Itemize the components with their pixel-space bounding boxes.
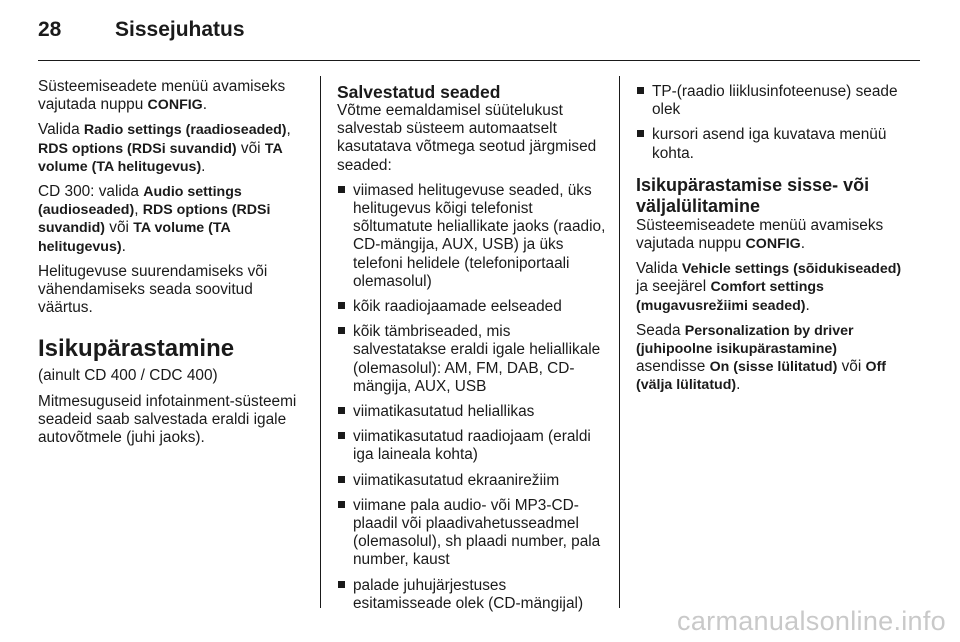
text: . bbox=[202, 96, 207, 114]
list-item-text: viimased helitugevuse seaded, üks helitugevus kõigi telefonist sõltumatute heliallikate jaoks (raadio, CD-mängija, AUX, USB) ja üks telefoni helidele (telefoniportaali olemasolul) bbox=[353, 181, 606, 290]
bold-text: CONFIG bbox=[745, 236, 801, 253]
list-item-text: viimatikasutatud raadiojaam (eraldi iga laineala kohta) bbox=[353, 428, 591, 464]
bold-text: Audio settings (audioseaded) bbox=[38, 184, 242, 219]
text: . bbox=[201, 157, 206, 175]
paragraph-config bbox=[38, 78, 306, 114]
list-item bbox=[337, 182, 607, 291]
column-1 bbox=[38, 78, 306, 454]
text: Süsteemiseadete menüü avamiseks vajutada nuppu bbox=[636, 216, 884, 253]
text: . bbox=[805, 296, 810, 314]
text: Süsteemiseadete menüü avamiseks vajutada nuppu bbox=[38, 78, 286, 114]
bullet-icon bbox=[338, 501, 345, 508]
bold-text: Personalization by driver (juhipoolne isikupärastamine) bbox=[636, 322, 854, 358]
list-item bbox=[337, 472, 607, 490]
list-item bbox=[337, 403, 607, 421]
watermark-text: carmanualsonline.info bbox=[677, 606, 946, 636]
list-item-text: viimane pala audio- või MP3-CD-plaadil või plaadivahetusseadmel (olemasolul), sh plaadi number, pala number, kaust bbox=[353, 496, 601, 569]
text: Seada bbox=[636, 321, 685, 339]
paragraph-personalization-driver bbox=[636, 322, 906, 395]
list-item bbox=[337, 298, 607, 316]
paragraph-saved-intro: Võtme eemaldamisel süütelukust salvestab süsteem automaatselt kasutatava võtmega seotud järgmised seaded: bbox=[337, 102, 597, 174]
column-divider-1 bbox=[320, 76, 321, 608]
bullet-icon bbox=[338, 302, 345, 309]
paragraph-per-key: Mitmesuguseid infotainment-süsteemi seadeid saab salvestada eraldi igale autovõtmele (juhi jaoks). bbox=[38, 392, 297, 447]
list-item-text: viimatikasutatud heliallikas bbox=[353, 403, 535, 421]
list-item bbox=[337, 428, 607, 464]
list-item-text: TP-(raadio liiklusinfoteenuse) seade olek bbox=[652, 83, 898, 119]
bullet-icon bbox=[637, 130, 644, 137]
list-item bbox=[337, 577, 607, 613]
list-item bbox=[337, 323, 607, 396]
text: või bbox=[105, 219, 134, 237]
section-heading-saved-settings: Salvestatud seaded bbox=[337, 82, 501, 102]
list-item bbox=[636, 126, 906, 162]
bold-text: RDS options (RDSi suvandid) bbox=[38, 202, 271, 237]
list-item-text: kursori asend iga kuvatava menüü kohta. bbox=[652, 126, 887, 162]
page-number: 28 bbox=[38, 18, 62, 41]
list-item-text: palade juhujärjestuses esitamisseade olek (CD-mängijal) bbox=[353, 576, 584, 612]
text: . bbox=[800, 235, 805, 253]
text: . bbox=[121, 237, 126, 255]
bullet-icon bbox=[338, 432, 345, 439]
paragraph-volume: Helitugevuse suurendamiseks või vähendamiseks seada soovitud väärtus. bbox=[38, 262, 268, 317]
text: , bbox=[134, 201, 143, 219]
text: või bbox=[837, 358, 866, 376]
saved-settings-list-continued bbox=[636, 83, 906, 163]
bold-text: Comfort settings (mugavusrežiimi seaded) bbox=[636, 279, 824, 314]
section-heading-toggle: Isikupärastamise sisse- või väljalülitamine bbox=[636, 174, 870, 216]
text: Valida bbox=[38, 121, 84, 139]
list-item-text: kõik raadiojaamade eelseaded bbox=[353, 298, 562, 316]
text: Valida bbox=[636, 260, 682, 278]
text: või bbox=[236, 139, 265, 157]
header-rule bbox=[38, 60, 920, 61]
saved-settings-list bbox=[337, 182, 607, 613]
paragraph-radio-settings bbox=[38, 121, 306, 176]
text: . bbox=[736, 376, 741, 394]
list-item-text: kõik tämbriseaded, mis salvestatakse eraldi igale heliallikale (olemasolul): AM, FM, DAB, CD-mängija, AUX, USB bbox=[353, 323, 601, 395]
bullet-icon bbox=[338, 186, 345, 193]
list-item-text: viimatikasutatud ekraanirežiim bbox=[353, 471, 560, 489]
column-3 bbox=[636, 83, 906, 402]
column-divider-2 bbox=[619, 76, 620, 608]
text: asendisse bbox=[636, 358, 710, 376]
paragraph-models: (ainult CD 400 / CDC 400) bbox=[38, 367, 218, 385]
text: ja seejärel bbox=[636, 278, 711, 296]
bold-text: Radio settings (raadioseaded) bbox=[83, 122, 287, 139]
bullet-icon bbox=[338, 581, 345, 588]
paragraph-config-2 bbox=[636, 217, 906, 253]
bullet-icon bbox=[637, 87, 644, 94]
bold-text: RDS options (RDSi suvandid) bbox=[38, 140, 237, 157]
page-title: Sissejuhatus bbox=[115, 18, 245, 41]
section-heading-personalization: Isikupärastamine bbox=[38, 335, 235, 363]
paragraph-vehicle-settings bbox=[636, 260, 906, 315]
list-item bbox=[636, 83, 906, 119]
page-header bbox=[38, 18, 918, 48]
bullet-icon bbox=[338, 327, 345, 334]
bullet-icon bbox=[338, 407, 345, 414]
text: , bbox=[286, 121, 291, 139]
bullet-icon bbox=[338, 476, 345, 483]
paragraph-cd300 bbox=[38, 183, 306, 256]
bold-text: CONFIG bbox=[147, 97, 203, 114]
bold-text: Vehicle settings (sõidukiseaded) bbox=[681, 261, 902, 278]
bold-text: On (sisse lülitatud) bbox=[709, 359, 838, 376]
bold-text: TA volume (TA helitugevus) bbox=[38, 140, 283, 175]
column-2 bbox=[337, 82, 607, 620]
bold-text: TA volume (TA helitugevus) bbox=[38, 220, 231, 255]
text: CD 300: valida bbox=[38, 183, 144, 201]
bold-text: Off (välja lülitatud) bbox=[636, 359, 887, 394]
list-item bbox=[337, 497, 607, 570]
